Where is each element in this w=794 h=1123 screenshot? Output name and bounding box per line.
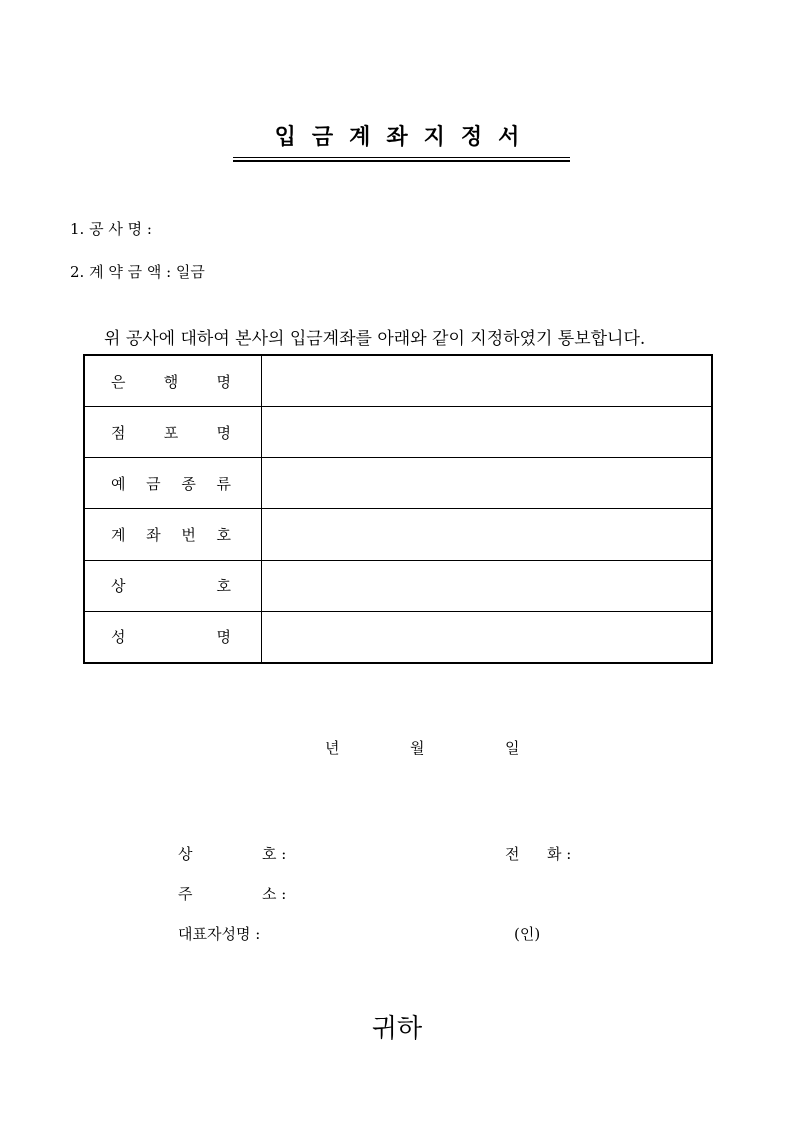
- branch-name-value: [262, 407, 713, 458]
- contract-amount-label: 2. 계 약 금 액 : 일금: [70, 263, 205, 281]
- date-year: 년: [325, 739, 340, 757]
- company-name-value: [262, 560, 713, 611]
- title-underline-double: [233, 160, 570, 162]
- account-number-label: 계 좌 번 호: [84, 509, 262, 560]
- company-name-label: 상 호: [84, 560, 262, 611]
- phone-label-colon: 화 :: [547, 845, 572, 863]
- table-row: [84, 458, 712, 509]
- bank-name-value: [262, 355, 713, 407]
- date-month: 월: [410, 739, 425, 757]
- table-row: [84, 509, 712, 560]
- representative-label: 대표자성명 :: [178, 925, 261, 943]
- table-row: [84, 407, 712, 458]
- address-label-colon: 소 :: [262, 885, 287, 903]
- table-row: [84, 355, 712, 407]
- contract-amount-field: [70, 261, 205, 282]
- table-row: [84, 560, 712, 611]
- date-day: 일: [505, 739, 520, 757]
- title-underline: [233, 157, 570, 158]
- table-row: [84, 611, 712, 663]
- account-number-value: [262, 509, 713, 560]
- closing-honorific: 귀하: [371, 1014, 423, 1044]
- document-title: 입금계좌지정서: [274, 124, 536, 150]
- account-table: [83, 354, 713, 664]
- bank-name-label: 은 행 명: [84, 355, 262, 407]
- seal-mark: (인): [514, 925, 541, 943]
- branch-name-label: 점 포 명: [84, 407, 262, 458]
- holder-name-label: 성 명: [84, 611, 262, 663]
- project-name-label: 1. 공 사 명 :: [70, 220, 152, 238]
- phone-label: 전: [505, 845, 520, 863]
- deposit-type-label: 예 금 종 류: [84, 458, 262, 509]
- company-label-colon: 호 :: [262, 845, 287, 863]
- address-label: 주: [178, 885, 193, 903]
- deposit-type-value: [262, 458, 713, 509]
- intro-paragraph: 위 공사에 대하여 본사의 입금계좌를 아래와 같이 지정하였기 통보합니다.: [104, 329, 646, 349]
- holder-name-value: [262, 611, 713, 663]
- project-name-field: [70, 218, 152, 239]
- company-label: 상: [178, 845, 193, 863]
